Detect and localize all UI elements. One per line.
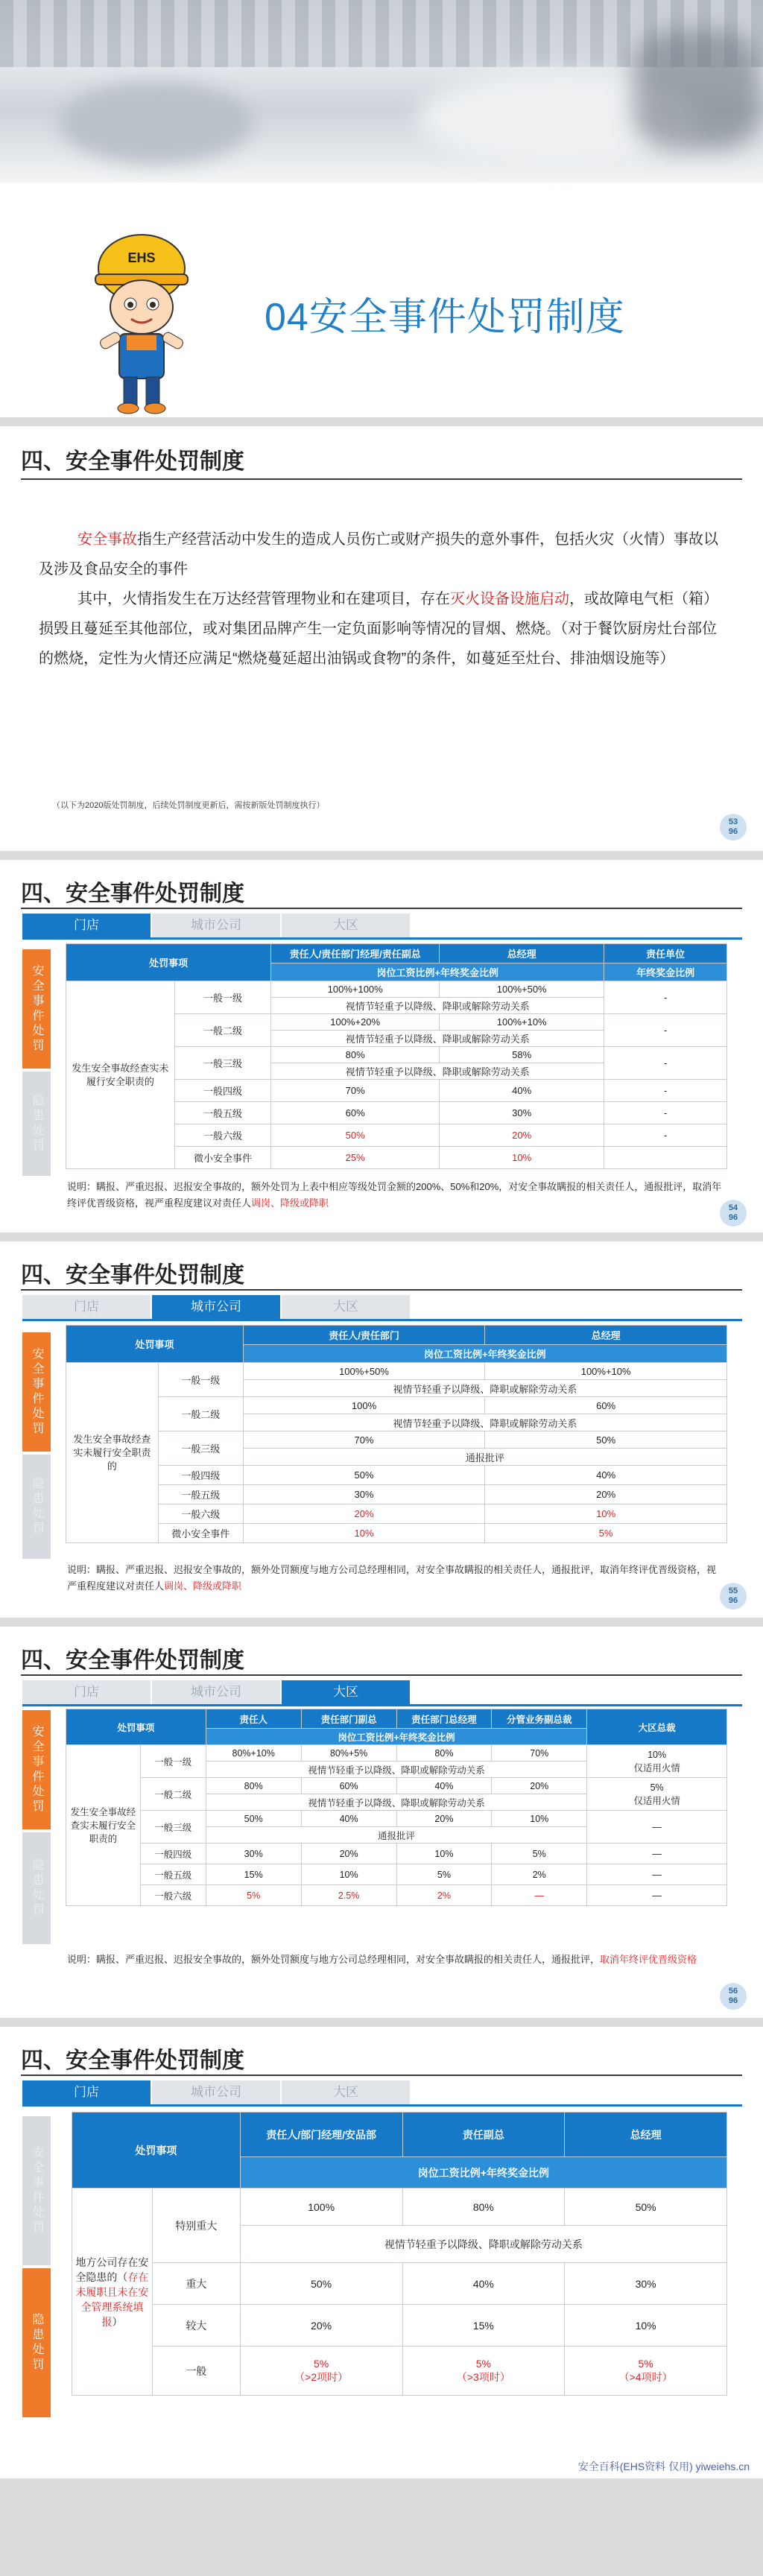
value-cell: 10% — [440, 1147, 604, 1169]
version-footnote: （以下为2020版处罚制度，后续处罚制度更新后，需按新版处罚制度执行） — [52, 801, 325, 810]
header-salary-bonus: 岗位工资比例+年终奖金比例 — [243, 1345, 726, 1363]
table-footnote: 说明：瞒报、严重迟报、迟报安全事故的，额外处罚为上表中相应等级处罚金额的200%、50%和20%，对安全事故瞒报的相关责任人，通报批评，取消年终评优晋级资格，视严重程度建议对责任人调岗、降级或降职 — [67, 1181, 722, 1209]
value-cell: 80% — [206, 1778, 301, 1794]
level-cell: 一般四级 — [140, 1844, 206, 1864]
row-group-label: 发生安全事故经查实未履行安全职责的 — [66, 1745, 141, 1906]
value-cell: 5% — [492, 1844, 587, 1864]
org-level-tabs — [22, 2080, 411, 2104]
definition-term: 安全事故 — [77, 531, 137, 548]
tab-city-company[interactable]: 城市公司 — [152, 914, 280, 937]
header-responsible: 责任人 — [206, 1709, 301, 1729]
tab-region[interactable]: 大区 — [282, 2080, 410, 2104]
value-cell: 10% — [396, 1844, 492, 1864]
value-cell: 2% — [492, 1864, 587, 1885]
level-cell: 一般三级 — [174, 1047, 270, 1080]
value-cell: 20% — [240, 2305, 402, 2346]
region-penalty-table — [66, 1709, 727, 1906]
value-cell: 100%+100% — [271, 981, 440, 998]
value-cell: 70% — [243, 1431, 485, 1449]
org-level-tabs — [22, 1295, 411, 1319]
side-tab-incident[interactable]: 安全事件处罚 — [22, 1332, 51, 1452]
title-rule — [21, 908, 742, 909]
header-event: 处罚事项 — [66, 1326, 244, 1363]
value-cell: — — [492, 1885, 587, 1906]
tab-underline — [22, 1704, 742, 1706]
page-number: 56 96 — [720, 1983, 747, 2010]
header-responsible: 责任人/责任部门经理/责任副总 — [271, 944, 440, 963]
level-cell: 一般三级 — [158, 1431, 243, 1466]
tab-region[interactable]: 大区 — [282, 1295, 410, 1319]
note-cell: 通报批评 — [206, 1827, 586, 1844]
value-cell: — — [587, 1811, 727, 1844]
note-cell: 通报批评 — [243, 1449, 726, 1466]
note-cell: 视情节轻重予以降级、降职或解除劳动关系 — [243, 1380, 726, 1397]
value-cell: — — [587, 1844, 727, 1864]
value-cell: 80% — [402, 2189, 565, 2226]
value-cell: 5% （>3项时） — [402, 2346, 565, 2396]
value-cell: 15% — [402, 2305, 565, 2346]
header-gm: 总经理 — [485, 1326, 727, 1345]
value-cell: 30% — [243, 1485, 485, 1504]
level-cell: 较大 — [152, 2305, 240, 2346]
row-group-label: 发生安全事故经查实未履行安全职责的 — [66, 981, 175, 1169]
side-tab-incident[interactable]: 安全事件处罚 — [22, 1710, 51, 1829]
cover-title: 04安全事件处罚制度 — [265, 296, 625, 339]
value-cell: 5% — [485, 1524, 727, 1543]
tab-region[interactable]: 大区 — [282, 1680, 410, 1704]
header-event: 处罚事项 — [66, 1709, 206, 1745]
header-vp: 责任副总 — [402, 2113, 565, 2157]
value-cell: 100%+50% — [243, 1363, 485, 1380]
value-cell: 20% — [492, 1778, 587, 1794]
value-cell: - — [604, 1124, 727, 1147]
tab-region[interactable]: 大区 — [282, 914, 410, 937]
note-cell: 视情节轻重予以降级、降职或解除劳动关系 — [271, 1063, 604, 1080]
header-event: 处罚事项 — [72, 2113, 241, 2189]
note-cell: 视情节轻重予以降级、降职或解除劳动关系 — [271, 1031, 604, 1047]
value-cell: 60% — [485, 1397, 727, 1414]
slide-title: 四、安全事件处罚制度 — [21, 882, 244, 906]
definition-slide — [0, 426, 763, 851]
value-cell: 58% — [440, 1047, 604, 1063]
header-event: 处罚事项 — [66, 944, 271, 981]
store-penalty-slide — [0, 860, 763, 1232]
level-cell: 一般五级 — [140, 1864, 206, 1885]
value-cell: - — [604, 1102, 727, 1124]
title-rule — [21, 1674, 742, 1676]
city-penalty-slide — [0, 1241, 763, 1618]
value-cell: 5% 仅适用火情 — [587, 1778, 727, 1811]
org-level-tabs — [22, 1680, 411, 1704]
value-cell: 80%+5% — [301, 1745, 396, 1762]
slide-title: 四、安全事件处罚制度 — [21, 1648, 244, 1673]
value-cell: 10% — [301, 1864, 396, 1885]
table-footnote: 说明：瞒报、严重迟报、迟报安全事故的，额外处罚额度与地方公司总经理相同，对安全事故瞒报的相关责任人，通报批评，取消年终评优晋级资格，视严重程度建议对责任人调岗、降级或降职 — [67, 1564, 717, 1592]
value-cell: 20% — [485, 1485, 727, 1504]
page-number: 55 96 — [720, 1583, 747, 1610]
city-penalty-table — [66, 1325, 727, 1543]
tab-city-company[interactable]: 城市公司 — [152, 2080, 280, 2104]
side-tab-hazard[interactable]: 隐患处罚 — [22, 1072, 51, 1176]
value-cell: 60% — [301, 1778, 396, 1794]
value-cell: 2% — [396, 1885, 492, 1906]
level-cell: 一般四级 — [158, 1466, 243, 1485]
level-cell: 一般五级 — [174, 1102, 270, 1124]
value-cell: 30% — [206, 1844, 301, 1864]
note-cell: 视情节轻重予以降级、降职或解除劳动关系 — [243, 1414, 726, 1431]
hazard-penalty-slide — [0, 2027, 763, 2478]
tab-underline — [22, 937, 742, 940]
value-cell: 30% — [440, 1102, 604, 1124]
header-responsible: 责任人/部门经理/安品部 — [240, 2113, 402, 2157]
level-cell: 重大 — [152, 2263, 240, 2305]
value-cell: 20% — [301, 1844, 396, 1864]
header-unit: 责任单位 — [604, 944, 727, 963]
value-cell: 20% — [243, 1504, 485, 1524]
value-cell: - — [604, 981, 727, 1014]
value-cell: 50% — [240, 2263, 402, 2305]
note-cell: 视情节轻重予以降级、降职或解除劳动关系 — [240, 2226, 726, 2263]
value-cell: 50% — [485, 1431, 727, 1449]
header-dept-gm: 责任部门总经理 — [396, 1709, 492, 1729]
level-cell: 一般一级 — [158, 1363, 243, 1397]
definition-paragraph-2 — [39, 584, 724, 674]
value-cell: 30% — [565, 2263, 727, 2305]
value-cell: 5% （>4项时） — [565, 2346, 727, 2396]
page-number: 54 96 — [720, 1200, 747, 1227]
value-cell: 70% — [492, 1745, 587, 1762]
level-cell: 一般 — [152, 2346, 240, 2396]
ehs-mascot-illustration — [89, 224, 194, 417]
level-cell: 微小安全事件 — [158, 1524, 243, 1543]
level-cell: 一般四级 — [174, 1080, 270, 1102]
value-cell: - — [604, 1080, 727, 1102]
value-cell: 25% — [271, 1147, 440, 1169]
value-cell: 10% — [565, 2305, 727, 2346]
title-rule — [21, 1289, 742, 1291]
value-cell: 100% — [240, 2189, 402, 2226]
value-cell: 40% — [485, 1466, 727, 1485]
level-cell: 一般一级 — [174, 981, 270, 1014]
fire-definition-b: ，或故障电气柜（箱）损毁且蔓延至其他部位，或对集团品牌产生一定负面影响等情况的冒烟、燃烧。（对于餐饮厨房灶台部位的燃烧，定性为火情还应满足“燃烧蔓延超出油锅或食物”的条件，如蔓延至灶台、排油烟设施等） — [39, 591, 718, 667]
value-cell: 5% — [206, 1885, 301, 1906]
tab-city-company[interactable]: 城市公司 — [152, 1295, 280, 1319]
value-cell: 10% 仅适用火情 — [587, 1745, 727, 1778]
side-tab-hazard[interactable]: 隐患处罚 — [22, 1832, 51, 1944]
side-tab-hazard[interactable]: 隐患处罚 — [22, 1455, 51, 1559]
header-svp: 分管业务副总裁 — [492, 1709, 587, 1729]
value-cell: 50% — [206, 1811, 301, 1827]
level-cell: 特别重大 — [152, 2189, 240, 2263]
cover-slide — [0, 0, 763, 417]
note-cell: 视情节轻重予以降级、降职或解除劳动关系 — [271, 998, 604, 1014]
kitchen-banner-image — [0, 0, 763, 183]
definition-paragraph-1 — [39, 525, 724, 584]
page-number: 53 96 — [720, 814, 747, 841]
helmet-ehs-text: EHS — [127, 250, 156, 265]
value-cell: 2.5% — [301, 1885, 396, 1906]
tab-store[interactable]: 门店 — [22, 914, 151, 937]
fire-definition-a: 其中，火情指发生在万达经营管理物业和在建项目，存在 — [77, 591, 450, 607]
value-cell: 20% — [396, 1811, 492, 1827]
header-gm: 总经理 — [440, 944, 604, 963]
note-cell: 视情节轻重予以降级、降职或解除劳动关系 — [206, 1762, 586, 1778]
header-dept-vp: 责任部门副总 — [301, 1709, 396, 1729]
header-region-president: 大区总裁 — [587, 1709, 727, 1745]
value-cell: 100%+20% — [271, 1014, 440, 1031]
row-group-label: 发生安全事故经查实未履行安全职责的 — [66, 1363, 159, 1543]
title-rule — [21, 2075, 742, 2076]
value-cell: 100%+50% — [440, 981, 604, 998]
level-cell: 一般二级 — [158, 1397, 243, 1431]
row-group-label: 地方公司存在安全隐患的（存在未履职且未在安全管理系统填报） — [72, 2189, 153, 2396]
value-cell: 100% — [243, 1397, 485, 1414]
value-cell: 40% — [402, 2263, 565, 2305]
value-cell: 40% — [301, 1811, 396, 1827]
level-cell: 一般六级 — [158, 1504, 243, 1524]
definition-text: 指生产经营活动中发生的造成人员伤亡或财产损失的意外事件，包括火灾（火情）事故以及涉及食品安全的事件 — [39, 531, 718, 577]
value-cell: 60% — [271, 1102, 440, 1124]
value-cell: 50% — [243, 1466, 485, 1485]
region-penalty-slide — [0, 1627, 763, 2018]
value-cell — [604, 1147, 727, 1169]
level-cell: 一般三级 — [140, 1811, 206, 1844]
value-cell: — — [587, 1885, 727, 1906]
hazard-penalty-table — [72, 2112, 727, 2396]
tab-store[interactable]: 门店 — [22, 1295, 151, 1319]
tab-underline — [22, 1319, 742, 1321]
tab-store[interactable]: 门店 — [22, 1680, 151, 1704]
value-cell: 10% — [485, 1504, 727, 1524]
header-responsible: 责任人/责任部门 — [243, 1326, 485, 1345]
value-cell: 50% — [565, 2189, 727, 2226]
value-cell: 100%+10% — [440, 1014, 604, 1031]
value-cell: - — [604, 1014, 727, 1047]
header-bonus: 年终奖金比例 — [604, 963, 727, 981]
value-cell: 15% — [206, 1864, 301, 1885]
fire-definition-highlight: 灭火设备设施启动 — [450, 591, 569, 607]
value-cell: 10% — [243, 1524, 485, 1543]
slide-title: 四、安全事件处罚制度 — [21, 2048, 244, 2073]
value-cell: 5% — [396, 1864, 492, 1885]
header-salary-bonus: 岗位工资比例+年终奖金比例 — [271, 963, 604, 981]
side-tab-hazard[interactable]: 隐患处罚 — [22, 2268, 51, 2417]
slide-title: 四、安全事件处罚制度 — [21, 449, 244, 474]
level-cell: 一般一级 — [140, 1745, 206, 1778]
watermark: 安全百科(EHS资料 仅用) yiweiehs.cn — [577, 2461, 750, 2472]
level-cell: 一般六级 — [140, 1885, 206, 1906]
tab-city-company[interactable]: 城市公司 — [152, 1680, 280, 1704]
store-penalty-table — [66, 943, 727, 1169]
value-cell: 50% — [271, 1124, 440, 1147]
side-tab-incident[interactable]: 安全事件处罚 — [22, 949, 51, 1069]
title-rule — [21, 478, 742, 480]
value-cell: 5% （>2项时） — [240, 2346, 402, 2396]
value-cell: 80% — [396, 1745, 492, 1762]
header-gm: 总经理 — [565, 2113, 727, 2157]
tab-store[interactable]: 门店 — [22, 2080, 151, 2104]
value-cell: 20% — [440, 1124, 604, 1147]
header-salary-bonus: 岗位工资比例+年终奖金比例 — [206, 1729, 586, 1745]
value-cell: 100%+10% — [485, 1363, 727, 1380]
note-cell: 视情节轻重予以降级、降职或解除劳动关系 — [206, 1794, 586, 1811]
level-cell: 一般六级 — [174, 1124, 270, 1147]
value-cell: 40% — [396, 1778, 492, 1794]
level-cell: 一般二级 — [174, 1014, 270, 1047]
level-cell: 一般五级 — [158, 1485, 243, 1504]
value-cell: 10% — [492, 1811, 587, 1827]
side-tab-incident[interactable]: 安全事件处罚 — [22, 2116, 51, 2265]
level-cell: 一般二级 — [140, 1778, 206, 1811]
value-cell: - — [604, 1047, 727, 1080]
table-footnote: 说明：瞒报、严重迟报、迟报安全事故的，额外处罚额度与地方公司总经理相同，对安全事故瞒报的相关责任人，通报批评，取消年终评优晋级资格 — [67, 1954, 697, 1965]
value-cell: 40% — [440, 1080, 604, 1102]
tab-underline — [22, 2104, 742, 2107]
value-cell: 70% — [271, 1080, 440, 1102]
level-cell: 微小安全事件 — [174, 1147, 270, 1169]
slide-title: 四、安全事件处罚制度 — [21, 1263, 244, 1288]
value-cell: 80% — [271, 1047, 440, 1063]
value-cell: — — [587, 1864, 727, 1885]
org-level-tabs — [22, 914, 411, 937]
value-cell: 80%+10% — [206, 1745, 301, 1762]
header-salary-bonus: 岗位工资比例+年终奖金比例 — [240, 2157, 726, 2189]
